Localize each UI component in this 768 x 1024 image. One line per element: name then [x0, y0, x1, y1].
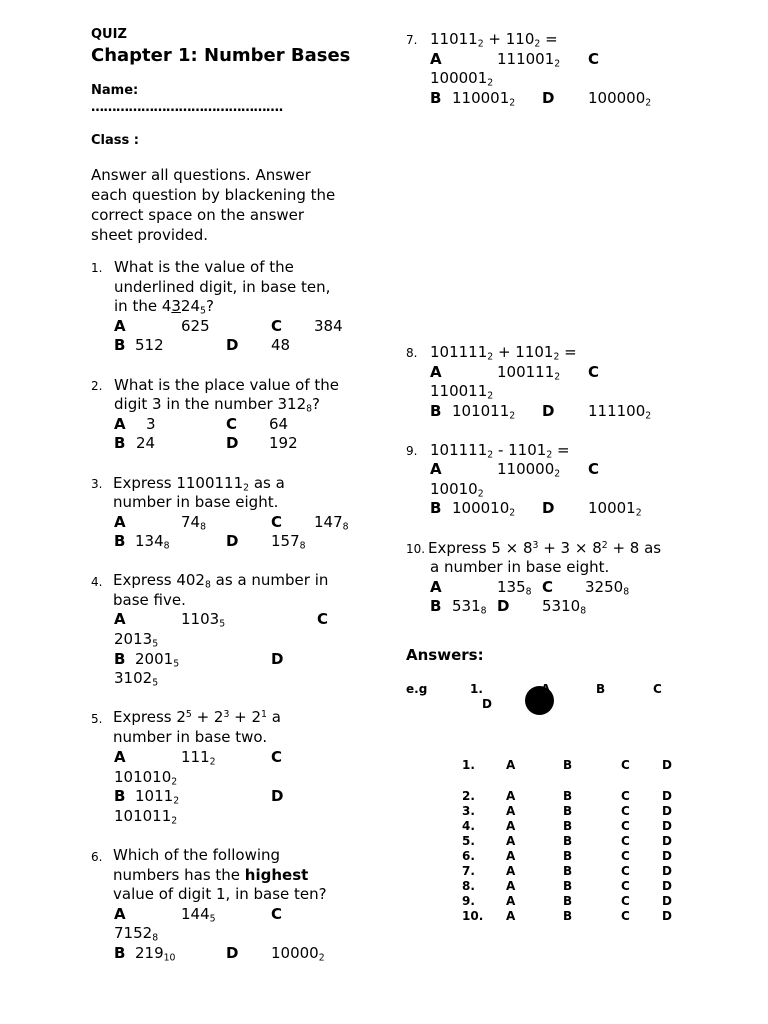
- option-c-letter: C: [271, 317, 283, 335]
- option-c-value: $3250_8$: [585, 578, 630, 598]
- option-c-value: $147_8$: [314, 513, 349, 533]
- answer-option-c[interactable]: C: [621, 894, 630, 908]
- question-text: $101111_2 + 1101_2$ =: [430, 343, 577, 363]
- question-text: digit 3 in the number $312_8$?: [114, 395, 320, 415]
- question-text: What is the value of the: [114, 258, 294, 276]
- answer-option-c[interactable]: C: [621, 864, 630, 878]
- option-d-letter: D: [226, 944, 239, 962]
- name-line[interactable]: ……………………………………….: [91, 100, 283, 115]
- option-d-letter: D: [271, 650, 284, 668]
- answer-row-number: 9.: [462, 894, 475, 908]
- answer-option-a[interactable]: A: [506, 864, 516, 878]
- option-b-letter: B: [114, 944, 126, 962]
- option-a-letter: A: [430, 363, 442, 381]
- answer-row-number: 1.: [462, 758, 475, 772]
- question-number: 8.: [406, 346, 418, 360]
- answer-option-d[interactable]: D: [662, 864, 672, 878]
- question-number: 3.: [91, 477, 103, 491]
- answer-option-a[interactable]: A: [506, 819, 516, 833]
- answer-option-b[interactable]: B: [563, 758, 573, 772]
- option-c-value: $2013_5$: [114, 630, 159, 650]
- answer-option-a[interactable]: A: [506, 879, 516, 893]
- answer-option-a[interactable]: A: [506, 789, 516, 803]
- option-b-value: $2001_5$: [135, 650, 180, 670]
- option-a-value: $111_2$: [181, 748, 216, 768]
- question-text: What is the place value of the: [114, 376, 340, 394]
- question-number: 4.: [91, 575, 103, 589]
- option-d-letter: D: [542, 402, 555, 420]
- option-d-letter: D: [226, 532, 239, 550]
- option-a-letter: A: [114, 317, 126, 335]
- answers-heading: Answers:: [406, 646, 484, 664]
- answer-row-number: 7.: [462, 864, 475, 878]
- answer-row-number: 4.: [462, 819, 475, 833]
- class-label: Class :: [91, 133, 139, 148]
- option-a-value: $144_5$: [181, 905, 216, 925]
- answer-option-d[interactable]: D: [662, 804, 672, 818]
- option-a-value: 3: [146, 415, 156, 433]
- option-d-letter: D: [226, 336, 239, 354]
- name-label: Name:: [91, 83, 139, 98]
- option-a-value: $74_8$: [181, 513, 207, 533]
- instructions-line-2: each question by blackening the: [91, 186, 336, 204]
- option-b-value: $134_8$: [135, 532, 170, 552]
- question-text: Express $2^5 + 2^3 + 2^1$ a: [113, 708, 281, 726]
- option-d-letter: D: [226, 434, 239, 452]
- answer-option-d[interactable]: D: [662, 758, 672, 772]
- question-text: a number in base eight.: [430, 558, 610, 576]
- question-text: underlined digit, in base ten,: [114, 278, 331, 296]
- answer-row-number: 6.: [462, 849, 475, 863]
- question-number: 10.: [406, 542, 426, 556]
- option-a-letter: A: [114, 905, 126, 923]
- option-d-letter: D: [497, 597, 510, 615]
- option-a-letter: A: [114, 610, 126, 628]
- option-c-letter: C: [588, 460, 600, 478]
- answer-option-d[interactable]: D: [662, 879, 672, 893]
- option-b-value: $110001_2$: [452, 89, 516, 109]
- question-number: 7.: [406, 33, 418, 47]
- answer-row-number: 3.: [462, 804, 475, 818]
- question-text: numbers has the highest: [113, 866, 309, 884]
- option-d-value: $157_8$: [271, 532, 306, 552]
- option-c-value: $7152_8$: [114, 924, 159, 944]
- answer-option-a[interactable]: A: [506, 909, 516, 923]
- option-a-value: $1103_5$: [181, 610, 226, 630]
- answer-option-c[interactable]: C: [621, 909, 630, 923]
- option-a-letter: A: [430, 460, 442, 478]
- option-d-value: $10000_2$: [271, 944, 325, 964]
- instructions-line-3: correct space on the answer: [91, 206, 305, 224]
- question-text: $11011_2 + 110_2$ =: [430, 30, 558, 50]
- option-d-value: $5310_8$: [542, 597, 587, 617]
- option-c-value: $110011_2$: [430, 382, 494, 402]
- option-b-letter: B: [114, 532, 126, 550]
- underlined-digit: 3: [171, 297, 181, 315]
- question-number: 9.: [406, 444, 418, 458]
- option-a-letter: A: [430, 50, 442, 68]
- option-b-letter: B: [114, 434, 126, 452]
- quiz-label: QUIZ: [91, 27, 127, 42]
- answer-option-b[interactable]: B: [563, 909, 573, 923]
- answer-option-a[interactable]: A: [506, 894, 516, 908]
- answer-option-a[interactable]: A: [506, 758, 516, 772]
- option-a-letter: A: [430, 578, 442, 596]
- question-text: value of digit 1, in base ten?: [113, 885, 327, 903]
- option-b-letter: B: [430, 89, 442, 107]
- option-c-value: 384: [314, 317, 343, 335]
- answer-option-b[interactable]: B: [563, 879, 573, 893]
- question-number: 1.: [91, 261, 103, 275]
- answer-option-d[interactable]: D: [662, 789, 672, 803]
- answer-option-c[interactable]: C: [621, 834, 630, 848]
- answer-option-b[interactable]: B: [563, 804, 573, 818]
- question-text: Express $1100111_2$ as a: [113, 474, 285, 494]
- answer-option-d[interactable]: D: [662, 819, 672, 833]
- option-c-letter: C: [588, 50, 600, 68]
- option-c-letter: C: [271, 513, 283, 531]
- answer-option-c[interactable]: C: [621, 849, 630, 863]
- option-c-letter: C: [271, 748, 283, 766]
- option-d-value: $111100_2$: [588, 402, 652, 422]
- option-b-value: $100010_2$: [452, 499, 516, 519]
- answer-option-c[interactable]: C: [621, 819, 630, 833]
- example-letter-c: C: [653, 682, 662, 696]
- option-b-letter: B: [114, 787, 126, 805]
- option-b-value: 24: [136, 434, 156, 452]
- option-b-letter: B: [114, 336, 126, 354]
- option-b-letter: B: [114, 650, 126, 668]
- instructions-line-4: sheet provided.: [91, 226, 209, 244]
- option-d-value: 48: [271, 336, 291, 354]
- question-text: $101111_2 - 1101_2$ =: [430, 441, 570, 461]
- answer-option-a[interactable]: A: [506, 849, 516, 863]
- option-b-letter: B: [430, 402, 442, 420]
- option-c-value: $101010_2$: [114, 768, 178, 788]
- option-b-value: $1011_2$: [135, 787, 180, 807]
- answer-option-b[interactable]: B: [563, 834, 573, 848]
- option-b-value: $531_8$: [452, 597, 487, 617]
- answer-option-d[interactable]: D: [662, 834, 672, 848]
- option-c-value: $10010_2$: [430, 480, 484, 500]
- question-number: 2.: [91, 379, 103, 393]
- answer-option-b[interactable]: B: [563, 864, 573, 878]
- answer-row-number: 10.: [462, 909, 484, 923]
- option-c-value: 64: [269, 415, 289, 433]
- answer-option-c[interactable]: C: [621, 758, 630, 772]
- question-text: Express $5 \times 8^3 + 3 \times 8^2 + 8$ as: [428, 539, 662, 557]
- answer-option-d[interactable]: D: [662, 909, 672, 923]
- option-c-letter: C: [588, 363, 600, 381]
- question-text: number in base eight.: [113, 493, 279, 511]
- question-text: base five.: [113, 591, 186, 609]
- option-d-letter: D: [271, 787, 284, 805]
- answer-option-d[interactable]: D: [662, 894, 672, 908]
- question-text: in the $4324_5$?: [114, 297, 214, 317]
- option-c-letter: C: [317, 610, 329, 628]
- option-a-value: $111001_2$: [497, 50, 561, 70]
- answer-option-a[interactable]: A: [506, 834, 516, 848]
- option-c-letter: C: [226, 415, 238, 433]
- filled-bubble-example: [525, 686, 554, 715]
- example-letter-d: D: [482, 697, 492, 711]
- answer-row-number: 8.: [462, 879, 475, 893]
- option-d-letter: D: [542, 499, 555, 517]
- page-title: Chapter 1: Number Bases: [91, 45, 351, 66]
- option-c-letter: C: [271, 905, 283, 923]
- option-a-letter: A: [114, 748, 126, 766]
- option-c-value: $100001_2$: [430, 69, 494, 89]
- answer-option-c[interactable]: C: [621, 879, 630, 893]
- option-a-value: $100111_2$: [497, 363, 561, 383]
- option-a-value: 625: [181, 317, 210, 335]
- question-text: Which of the following: [113, 846, 281, 864]
- option-b-value: $219_{10}$: [135, 944, 176, 964]
- answer-row-number: 2.: [462, 789, 475, 803]
- option-d-value: 192: [269, 434, 298, 452]
- option-b-letter: B: [430, 597, 442, 615]
- question-number: 6.: [91, 850, 103, 864]
- instructions-line-1: Answer all questions. Answer: [91, 166, 311, 184]
- option-a-value: $110000_2$: [497, 460, 561, 480]
- option-d-value: $100000_2$: [588, 89, 652, 109]
- answer-option-b[interactable]: B: [563, 789, 573, 803]
- example-letter-b: B: [596, 682, 606, 696]
- option-a-letter: A: [114, 513, 126, 531]
- answer-option-d[interactable]: D: [662, 849, 672, 863]
- option-b-letter: B: [430, 499, 442, 517]
- option-a-letter: A: [114, 415, 126, 433]
- option-d-value: $101011_2$: [114, 807, 178, 827]
- question-text: Express $402_8$ as a number in: [113, 571, 329, 591]
- question-number: 5.: [91, 712, 103, 726]
- example-label: e.g: [406, 682, 428, 696]
- answer-option-c[interactable]: C: [621, 804, 630, 818]
- option-d-value: $10001_2$: [588, 499, 642, 519]
- answer-option-a[interactable]: A: [506, 804, 516, 818]
- answer-option-b[interactable]: B: [563, 819, 573, 833]
- answer-option-b[interactable]: B: [563, 849, 573, 863]
- answer-row-number: 5.: [462, 834, 475, 848]
- option-d-letter: D: [542, 89, 555, 107]
- option-b-value: 512: [135, 336, 164, 354]
- option-a-value: $135_8$: [497, 578, 532, 598]
- example-number: 1.: [470, 682, 483, 696]
- answer-option-c[interactable]: C: [621, 789, 630, 803]
- option-c-letter: C: [542, 578, 554, 596]
- question-text: number in base two.: [113, 728, 268, 746]
- option-d-value: $3102_5$: [114, 669, 159, 689]
- option-b-value: $101011_2$: [452, 402, 516, 422]
- answer-option-b[interactable]: B: [563, 894, 573, 908]
